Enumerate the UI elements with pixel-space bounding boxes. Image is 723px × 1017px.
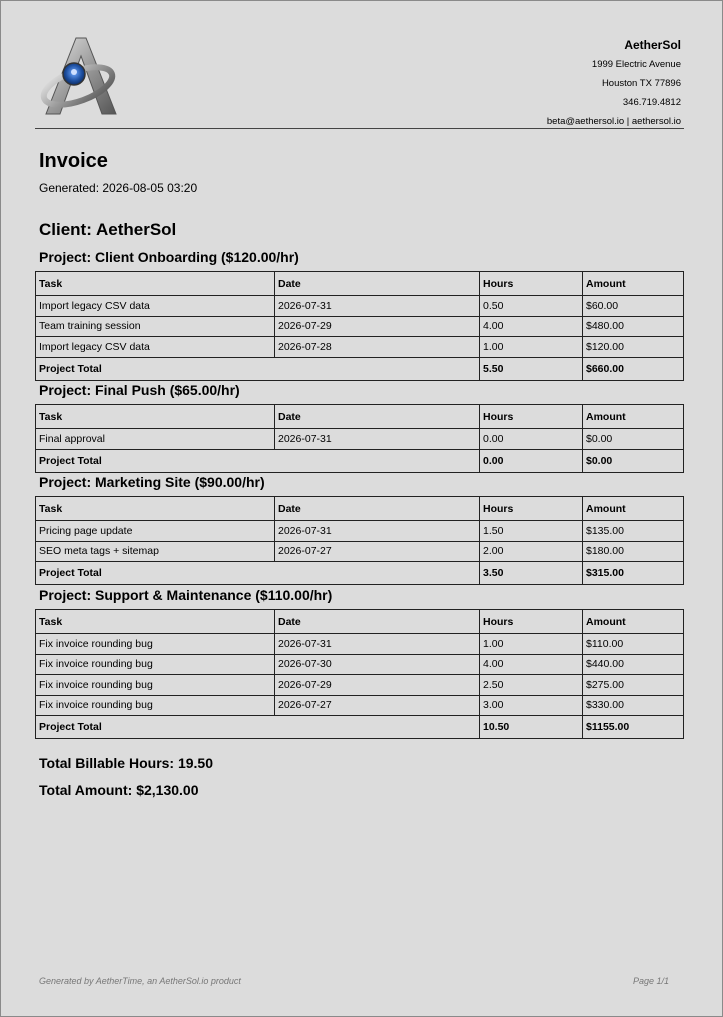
column-header-task: Task: [36, 272, 275, 296]
column-header-task: Task: [36, 610, 275, 634]
cell-task: Final approval: [36, 429, 275, 450]
cell-amount: $180.00: [583, 541, 684, 562]
column-header-amount: Amount: [583, 497, 684, 521]
cell-task: Pricing page update: [36, 521, 275, 542]
table-row: [36, 654, 684, 675]
cell-amount: $330.00: [583, 695, 684, 716]
column-header-hours: Hours: [480, 497, 583, 521]
project-title: Project: Support & Maintenance ($110.00/hr): [39, 587, 333, 603]
column-header-date: Date: [275, 497, 480, 521]
project-total-label: Project Total: [36, 449, 480, 472]
cell-hours: 0.00: [480, 429, 583, 450]
project-table: [35, 496, 684, 585]
project-total-label: Project Total: [36, 562, 480, 585]
cell-amount: $0.00: [583, 429, 684, 450]
table-row: [36, 429, 684, 450]
table-row: [36, 296, 684, 317]
project-table: [35, 609, 684, 739]
cell-date: 2026-07-27: [275, 695, 480, 716]
cell-hours: 3.00: [480, 695, 583, 716]
cell-hours: 0.50: [480, 296, 583, 317]
footer-credit: Generated by AetherTime, an AetherSol.io product: [39, 976, 241, 986]
table-header-row: [36, 405, 684, 429]
cell-amount: $480.00: [583, 316, 684, 337]
project-title: Project: Marketing Site ($90.00/hr): [39, 474, 265, 490]
project-total-amount: $0.00: [583, 449, 684, 472]
table-row: [36, 634, 684, 655]
table-header-row: [36, 497, 684, 521]
column-header-date: Date: [275, 272, 480, 296]
cell-hours: 1.00: [480, 337, 583, 358]
cell-date: 2026-07-28: [275, 337, 480, 358]
table-header-row: [36, 272, 684, 296]
table-row: [36, 541, 684, 562]
project-total-hours: 3.50: [480, 562, 583, 585]
table-row: [36, 316, 684, 337]
column-header-task: Task: [36, 497, 275, 521]
cell-amount: $440.00: [583, 654, 684, 675]
project-total-row: [36, 562, 684, 585]
cell-amount: $110.00: [583, 634, 684, 655]
cell-task: Import legacy CSV data: [36, 296, 275, 317]
aethersol-logo-icon: [38, 34, 118, 118]
cell-amount: $275.00: [583, 675, 684, 696]
cell-hours: 2.00: [480, 541, 583, 562]
cell-hours: 2.50: [480, 675, 583, 696]
column-header-date: Date: [275, 405, 480, 429]
cell-amount: $60.00: [583, 296, 684, 317]
cell-amount: $135.00: [583, 521, 684, 542]
cell-task: Fix invoice rounding bug: [36, 695, 275, 716]
project-title: Project: Client Onboarding ($120.00/hr): [39, 249, 299, 265]
project-total-row: [36, 716, 684, 739]
cell-date: 2026-07-31: [275, 429, 480, 450]
project-total-amount: $315.00: [583, 562, 684, 585]
table-row: [36, 521, 684, 542]
cell-task: Team training session: [36, 316, 275, 337]
company-name: AetherSol: [624, 38, 681, 52]
cell-task: Fix invoice rounding bug: [36, 654, 275, 675]
project-total-label: Project Total: [36, 716, 480, 739]
company-phone: 346.719.4812: [622, 97, 681, 108]
cell-date: 2026-07-31: [275, 634, 480, 655]
project-total-amount: $660.00: [583, 357, 684, 380]
cell-task: Fix invoice rounding bug: [36, 634, 275, 655]
page-title: Invoice: [39, 150, 108, 172]
cell-hours: 1.50: [480, 521, 583, 542]
column-header-date: Date: [275, 610, 480, 634]
cell-task: Import legacy CSV data: [36, 337, 275, 358]
company-info: [547, 36, 681, 131]
cell-date: 2026-07-31: [275, 296, 480, 317]
project-total-label: Project Total: [36, 357, 480, 380]
cell-date: 2026-07-30: [275, 654, 480, 675]
project-total-amount: $1155.00: [583, 716, 684, 739]
cell-hours: 1.00: [480, 634, 583, 655]
client-heading: Client: AetherSol: [39, 220, 177, 239]
cell-date: 2026-07-29: [275, 675, 480, 696]
company-city: Houston TX 77896: [601, 78, 681, 89]
cell-hours: 4.00: [480, 316, 583, 337]
company-contact: beta@aethersol.io | aethersol.io: [546, 116, 681, 127]
cell-task: SEO meta tags + sitemap: [36, 541, 275, 562]
cell-date: 2026-07-27: [275, 541, 480, 562]
table-row: [36, 337, 684, 358]
column-header-amount: Amount: [583, 272, 684, 296]
header-divider: [35, 128, 684, 129]
table-header-row: [36, 610, 684, 634]
project-total-hours: 5.50: [480, 357, 583, 380]
column-header-amount: Amount: [583, 405, 684, 429]
total-amount: Total Amount: $2,130.00: [39, 782, 199, 798]
column-header-amount: Amount: [583, 610, 684, 634]
column-header-hours: Hours: [480, 610, 583, 634]
cell-hours: 4.00: [480, 654, 583, 675]
company-address: 1999 Electric Avenue: [591, 59, 681, 70]
project-total-row: [36, 357, 684, 380]
project-total-row: [36, 449, 684, 472]
page-number: Page 1/1: [632, 976, 669, 986]
project-total-hours: 10.50: [480, 716, 583, 739]
column-header-task: Task: [36, 405, 275, 429]
column-header-hours: Hours: [480, 405, 583, 429]
table-row: [36, 675, 684, 696]
column-header-hours: Hours: [480, 272, 583, 296]
table-row: [36, 695, 684, 716]
total-billable-hours: Total Billable Hours: 19.50: [39, 755, 214, 771]
cell-amount: $120.00: [583, 337, 684, 358]
cell-date: 2026-07-31: [275, 521, 480, 542]
cell-date: 2026-07-29: [275, 316, 480, 337]
cell-task: Fix invoice rounding bug: [36, 675, 275, 696]
project-title: Project: Final Push ($65.00/hr): [39, 382, 240, 398]
project-table: [35, 404, 684, 473]
project-table: [35, 271, 684, 381]
generated-timestamp: Generated: 2026-08-05 03:20: [39, 181, 198, 195]
project-total-hours: 0.00: [480, 449, 583, 472]
